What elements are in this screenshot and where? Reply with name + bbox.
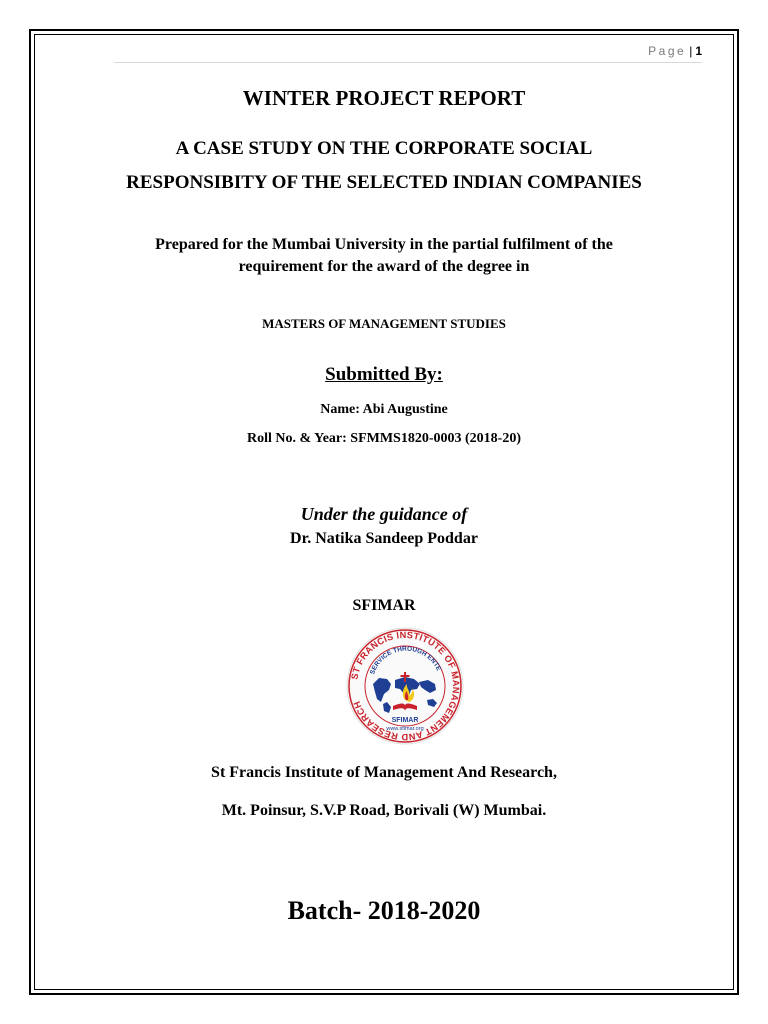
guidance-label: Under the guidance of: [300, 504, 468, 524]
batch-years: Batch- 2018-2020: [287, 896, 481, 925]
report-title: WINTER PROJECT REPORT: [242, 86, 526, 110]
degree-name: MASTERS OF MANAGEMENT STUDIES: [262, 316, 506, 331]
roll-number-year: Roll No. & Year: SFMMS1820-0003 (2018-20): [247, 431, 521, 446]
page-number: 1: [695, 44, 702, 58]
header-rule: [114, 62, 702, 63]
institute-logo: [343, 626, 467, 746]
prepared-for-line2: requirement for the award of the degree in: [238, 258, 530, 275]
sfimar-logo-icon: [343, 626, 467, 746]
guide-name: Dr. Natika Sandeep Poddar: [290, 530, 478, 547]
svg-text:ST FRANCIS INSTITUTE OF MANAGE: ST FRANCIS INSTITUTE OF MANAGEMENT AND RESEARCH: [349, 629, 462, 743]
page-separator: |: [689, 44, 693, 58]
logo-url: www.sfimar.org: [386, 726, 424, 732]
report-subtitle-line2: RESPONSIBITY OF THE SELECTED INDIAN COMPANIES: [126, 172, 642, 193]
page-word: Page: [648, 44, 687, 58]
institute-full-name: St Francis Institute of Management And Research,: [211, 764, 557, 781]
submitted-by-heading: [0, 364, 768, 386]
svg-text:SERVICE THROUGH ENTERPRISE: SERVICE THROUGH ENTE: [369, 645, 443, 676]
page-number-header: [114, 44, 702, 58]
report-subtitle-line1: A CASE STUDY ON THE CORPORATE SOCIAL: [175, 138, 593, 159]
student-name: Name: Abi Augustine: [320, 402, 448, 417]
institute-short-name: SFIMAR: [352, 597, 416, 614]
logo-label: SFIMAR: [391, 717, 419, 724]
prepared-for-line1: Prepared for the Mumbai University in the partial fulfilment of the: [155, 236, 613, 253]
institute-address: Mt. Poinsur, S.V.P Road, Borivali (W) Mumbai.: [221, 802, 547, 819]
submitted-by-label: Submitted By:: [325, 364, 443, 385]
